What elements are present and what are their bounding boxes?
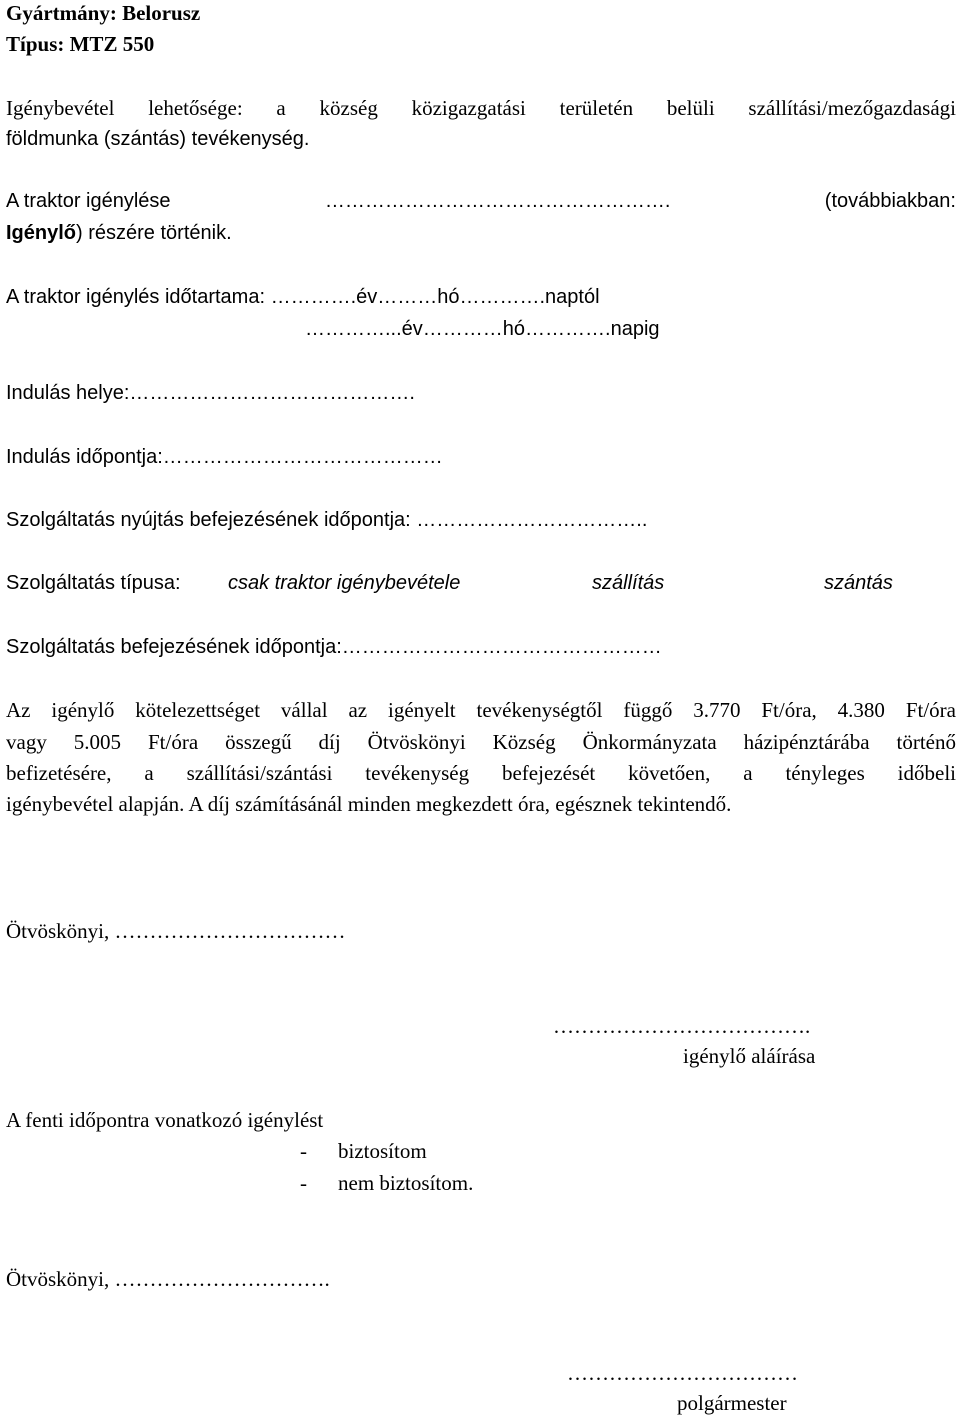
signature1-line: ………………………………. [553, 1014, 811, 1038]
obligation-line-2: vagy 5.005 Ft/óra összegű díj Ötvöskönyi Község Önkormányzata házipénztárába történő [6, 730, 956, 754]
signature2-place: Ötvöskönyi, …………………………. [6, 1267, 330, 1291]
service-end-time: Szolgáltatás nyújtás befejezésének időpontja: …………………………….. [6, 509, 648, 531]
request-dots: ……………………………………………. [324, 190, 671, 212]
duration-from: ………….év………hó………….naptól [270, 286, 600, 308]
request-suffix: (továbbiakban: [824, 190, 956, 212]
approval-option-biztositom: biztosítom [338, 1139, 427, 1163]
service-type-label: Szolgáltatás típusa: [6, 572, 181, 594]
manufacturer-line: Gyártmány: Belorusz [6, 1, 201, 25]
departure-time: Indulás időpontja:…………………………………… [6, 446, 443, 468]
request-line-2 [6, 220, 232, 246]
duration-to: …………...év…………hó………….napig [305, 318, 660, 340]
service-type-option-szantas: szántás [824, 572, 893, 594]
service-type-option-szallitas: szállítás [592, 572, 665, 594]
approval-bullet-2: - [300, 1171, 307, 1195]
signature1-place: Ötvöskönyi, …………………………… [6, 919, 346, 943]
obligation-line-4: igénybevétel alapján. A díj számításánál minden megkezdett óra, egésznek tekintendő. [6, 792, 732, 816]
service-type-option-traktor: csak traktor igénybevétele [228, 572, 461, 594]
approval-bullet-1: - [300, 1139, 307, 1163]
approval-option-nem-biztositom: nem biztosítom. [338, 1171, 474, 1195]
departure-place: Indulás helye:……………………………………. [6, 382, 415, 404]
signature2-line: …………………………… [567, 1361, 798, 1385]
request-line-2-rest: ) részére történik. [76, 222, 232, 244]
duration-line [6, 284, 600, 310]
type-line: Típus: MTZ 550 [6, 32, 155, 56]
approval-intro: A fenti időpontra vonatkozó igénylést [6, 1108, 324, 1132]
signature2-label: polgármester [677, 1391, 787, 1415]
obligation-line-3: befizetésére, a szállítási/szántási tevékenység befejezését követően, a tényleges időbeli [6, 761, 956, 785]
usage-line-2: földmunka (szántás) tevékenység. [6, 128, 310, 150]
request-prefix: A traktor igénylése [6, 190, 171, 212]
service-completion-time: Szolgáltatás befejezésének időpontja:………………………………………… [6, 636, 662, 658]
obligation-line-1: Az igénylő kötelezettséget vállal az igényelt tevékenységtől függő 3.770 Ft/óra, 4.380 Ft/óra [6, 698, 956, 722]
signature1-label: igénylő aláírása [683, 1044, 816, 1068]
request-line-1 [6, 188, 956, 214]
usage-line-1: Igénybevétel lehetősége: a község közigazgatási területén belüli szállítási/mezőgazdasági [6, 96, 956, 120]
requester-term: Igénylő [6, 222, 77, 244]
duration-label: A traktor igénylés időtartama: [6, 286, 266, 308]
